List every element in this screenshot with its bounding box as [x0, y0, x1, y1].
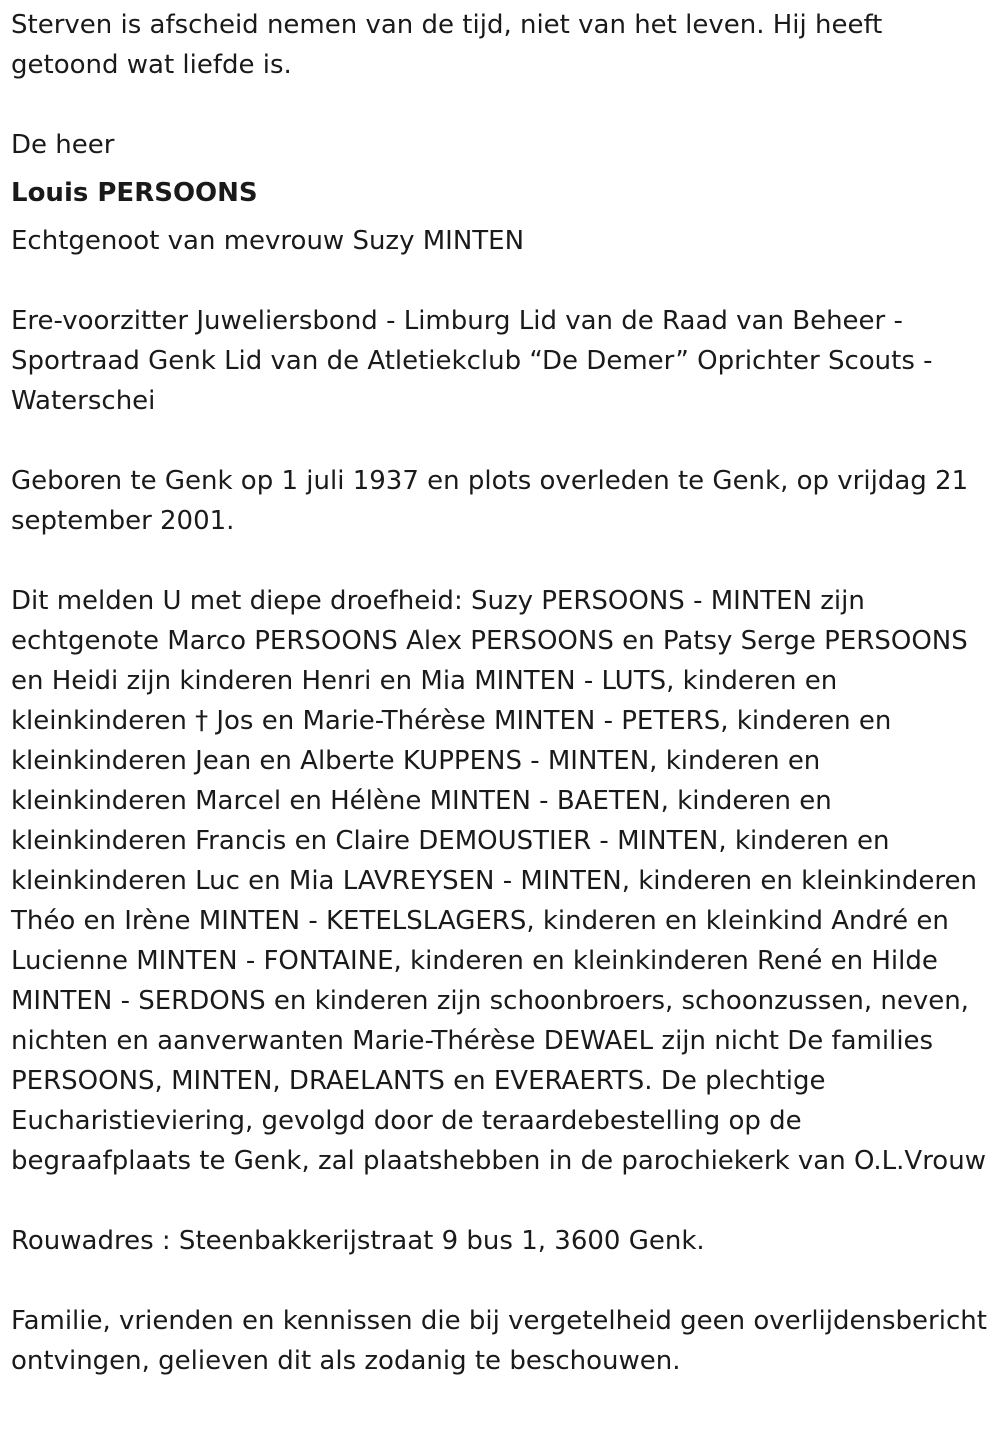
birth-death-paragraph: Geboren te Genk op 1 juli 1937 en plots overleden te Genk, op vrijdag 21 september 2001.	[11, 466, 969, 536]
closing-paragraph: Familie, vrienden en kennissen die bij vergetelheid geen overlijdensbericht ontvingen, gelieven dit als zodanig te beschouwen.	[11, 1306, 987, 1376]
deceased-name: Louis PERSOONS	[11, 178, 258, 208]
functions-paragraph: Ere-voorzitter Juweliersbond - Limburg Lid van de Raad van Beheer - Sportraad Genk Lid van de Atletiekclub “De Demer” Oprichter Scouts - Waterschei	[11, 306, 933, 416]
salutation: De heer	[11, 130, 115, 160]
address-line: Rouwadres : Steenbakkerijstraat 9 bus 1, 3600 Genk.	[11, 1226, 705, 1256]
spouse-line: Echtgenoot van mevrouw Suzy MINTEN	[11, 226, 525, 256]
motto: Sterven is afscheid nemen van de tijd, niet van het leven. Hij heeft getoond wat liefde is.	[11, 10, 883, 80]
announcement-paragraph: Dit melden U met diepe droefheid: Suzy PERSOONS - MINTEN zijn echtgenote Marco PERSOONS Alex PERSOONS en Patsy Serge PERSOONS en Heidi zijn kinderen Henri en Mia MINTEN - LUTS, kinderen en kleinkinderen † Jos en Marie-Thérèse MINTEN - PETERS, kinderen en kleinkinderen Jean en Alberte KUPPENS - MINTEN, kinderen en kleinkinderen Marcel en Hélène MINTEN - BAETEN, kinderen en kleinkinderen Francis en Claire DEMOUSTIER - MINTEN, kinderen en kleinkinderen Luc en Mia LAVREYSEN - MINTEN, kinderen en kleinkinderen Théo en Irène MINTEN - KETELSLAGERS, kinderen en kleinkind André en Lucienne MINTEN - FONTAINE, kinderen en kleinkinderen René en Hilde MINTEN - SERDONS en kinderen zijn schoonbroers, schoonzussen, neven, nichten en aanverwanten Marie-Thérèse DEWAEL zijn nicht De families PERSOONS, MINTEN, DRAELANTS en EVERAERTS. De plechtige Eucharistieviering, gevolgd door de teraardebestelling op de begraafplaats te Genk, zal plaatshebben in de parochiekerk van O.L.Vrouw	[11, 586, 986, 1176]
